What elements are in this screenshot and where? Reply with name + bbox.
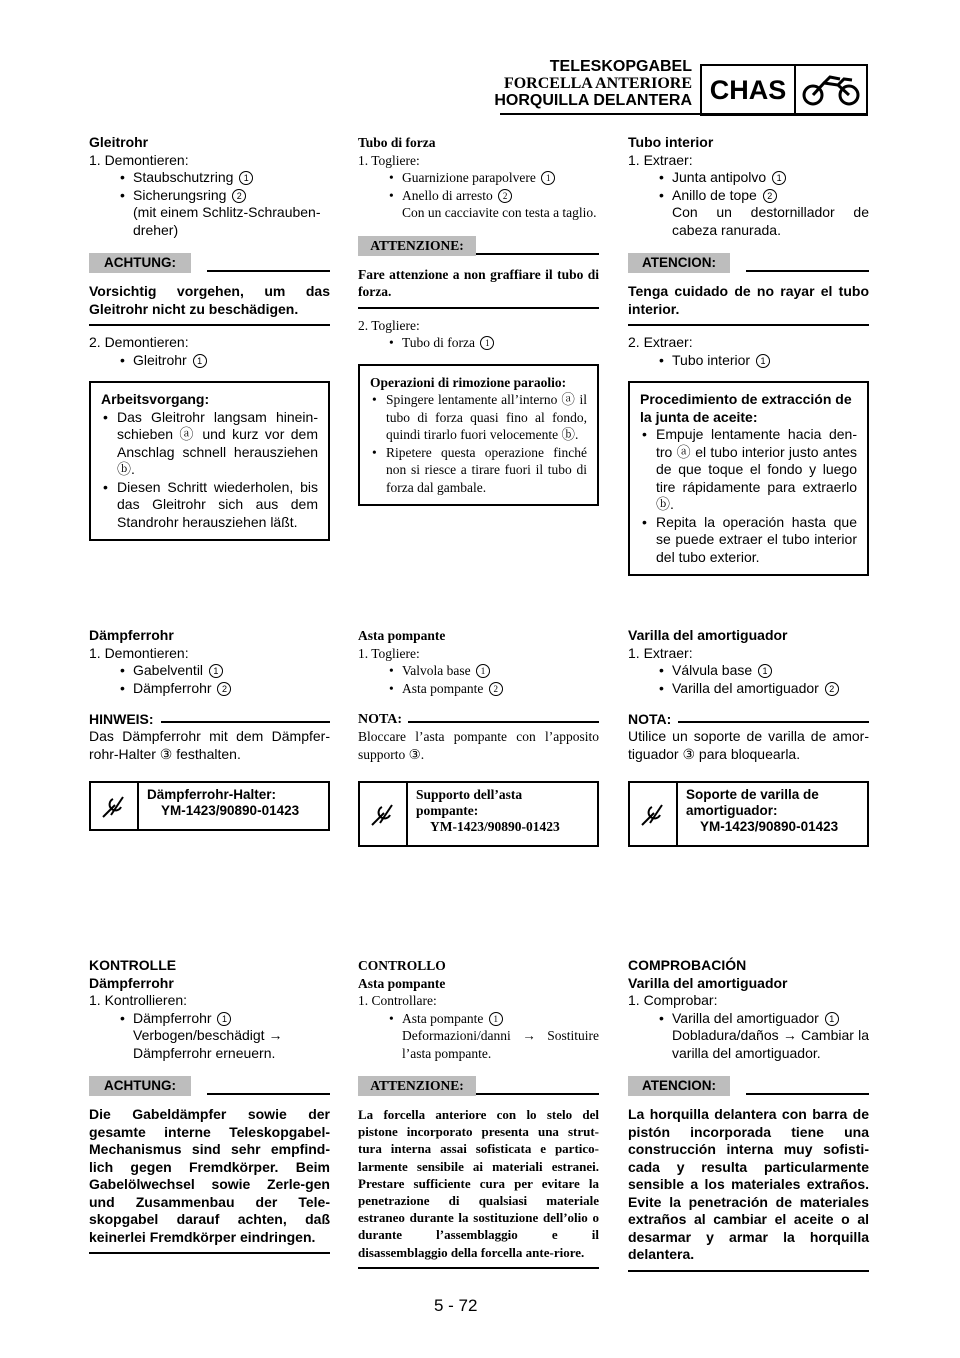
column-it-bottom [358, 957, 599, 1269]
step: 2. Togliere: [358, 317, 420, 333]
list-item: • Anello di arresto 2 [358, 187, 599, 205]
box-title: Procedimiento de extracción de la junta de aceite: [640, 391, 852, 425]
caution-label: ATTENZIONE: [358, 236, 599, 256]
wrench-icon [91, 783, 139, 829]
caution-label: ATENCION: [628, 253, 869, 273]
column-es-mid [628, 627, 869, 847]
box-item: • Diesen Schritt wiederholen, bis das Gleitrohr sich aus dem Standrohr herausziehen läßt. [101, 479, 318, 532]
note-label: NOTA: [358, 711, 599, 728]
list-item: • Gabelventil 1 [89, 662, 330, 680]
wrench-icon [360, 783, 408, 845]
section-subtitle: Varilla del amortiguador [628, 974, 788, 991]
list-item: • Staubschutzring 1 [89, 169, 330, 187]
column-es-bottom [628, 957, 869, 1272]
list-item-note: Con un destornillador de cabeza ranurada. [672, 204, 869, 238]
procedure-box [89, 381, 330, 541]
section-title: Tubo di forza [358, 135, 436, 150]
divider [358, 1267, 599, 1269]
caution-label: ACHTUNG: [89, 1076, 330, 1096]
divider [628, 1270, 869, 1272]
step: 1. Demontieren: [89, 644, 189, 661]
list-item-note: Con un cacciavite con testa a taglio. [402, 205, 597, 220]
box-item: • Ripetere questa operazione finché non si riesce a tirare fuori il tubo di forza dal gambale. [370, 444, 587, 497]
tool-label: Soporte de varilla de amortiguador: YM-1423/90890-01423 [686, 787, 839, 834]
step: 1. Comprobar: [628, 992, 718, 1008]
section-code: CHAS [702, 66, 796, 114]
note-label: HINWEIS: [89, 711, 330, 728]
list-item: • Tubo interior 1 [628, 352, 869, 370]
header-title-es: HORQUILLA DELANTERA [494, 92, 692, 109]
caution-label: ATENCION: [628, 1076, 869, 1096]
page-number: 5 - 72 [434, 1296, 478, 1315]
section-title: KONTROLLE [89, 957, 177, 973]
list-item: • Valvola base 1 [358, 662, 599, 680]
tool-label: Dämpferrohr-Halter: YM-1423/90890-01423 [147, 787, 300, 818]
list-item: • Varilla del amortiguador 1 [628, 1010, 869, 1028]
step: 2. Demontieren: [89, 334, 189, 350]
list-item: • Gleitrohr 1 [89, 352, 330, 370]
note-label: NOTA: [628, 711, 869, 728]
list-item-note: (mit einem Schlitz-Schrauben-dreher) [133, 204, 321, 238]
section-title: Dämpferrohr [89, 627, 174, 643]
list-item: • Asta pompante 1 [358, 1010, 599, 1028]
caution-label: ACHTUNG: [89, 253, 330, 273]
procedure-box [628, 381, 869, 576]
special-tool-box [358, 781, 599, 847]
list-item-note: Deformazioni/danni → Sostituire l’asta pompante. [402, 1028, 599, 1061]
motorcycle-icon [796, 66, 866, 114]
header-title-de: TELESKOPGABEL [549, 58, 692, 75]
list-item-note: Verbogen/beschädigt → Dämpferrohr erneuern. [133, 1027, 283, 1061]
caution-text: Vorsichtig vorgehen, um das Gleitrohr nicht zu beschädigen. [89, 283, 330, 317]
section-subtitle: Dämpferrohr [89, 974, 174, 991]
step: 2. Extraer: [628, 334, 693, 350]
step: 1. Togliere: [358, 645, 420, 661]
caution-text: La forcella anteriore con lo stelo del pistone incorporato presenta una strut-tura interna assai sofisticata e partico-larmente sensibile ai materiali estranei. Prestare sufficiente cura per evitare la penetrazione di qualsiasi materiale estraneo durante la sostituzione dell’olio o durante l’assemblaggio e il disassemblaggio della forcella ante-riore. [358, 1107, 599, 1260]
column-it-top [358, 134, 599, 506]
step: 1. Togliere: [358, 152, 420, 168]
list-item: • Válvula base 1 [628, 662, 869, 680]
column-es-top [628, 134, 869, 576]
list-item: • Varilla del amortiguador 2 [628, 680, 869, 698]
box-title: Arbeitsvorgang: [101, 391, 210, 407]
section-title: Varilla del amortiguador [628, 627, 788, 643]
box-item: • Empuje lentamente hacia den-tro ⓐ el tubo interior justo antes de que toque el fondo y luego tire rápidamente para extraerlo ⓑ. [640, 426, 857, 514]
step: 1. Controllare: [358, 993, 437, 1008]
list-item: • Sicherungsring 2 [89, 187, 330, 205]
list-item: • Dämpferrohr 1 [89, 1010, 330, 1028]
note-text: Bloccare l’asta pompante con l’apposito supporto ③. [358, 729, 599, 762]
box-title: Operazioni di rimozione paraolio: [370, 374, 567, 390]
caution-text: Tenga cuidado de no rayar el tubo interior. [628, 283, 869, 317]
box-item: • Spingere lentamente all’interno ⓐ il tubo di forza quasi fino al fondo, quindi tirarlo fuori velocemente ⓑ. [370, 391, 587, 444]
special-tool-box [89, 781, 330, 831]
section-title: COMPROBACIÓN [628, 957, 747, 973]
box-item: • Repita la operación hasta que se puede extraer el tubo interior del tubo exterior. [640, 514, 857, 567]
caution-text: Fare attenzione a non graffiare il tubo di forza. [358, 266, 599, 299]
divider [628, 324, 869, 326]
divider [89, 324, 330, 326]
tool-label: Supporto dell’asta pompante: YM-1423/90890-01423 [416, 787, 560, 834]
section-subtitle: Asta pompante [358, 975, 446, 991]
section-badge [700, 64, 868, 116]
caution-text: La horquilla delantera con barra de pistón incorporada tiene una construcción interna muy sofisti-cada y resulta particularmente sensible a los materiales extraños. Evite la penetración de materiales extraños al cambiar el aceite o al desarmar y armar la horquilla delantera. [628, 1106, 869, 1262]
step: 1. Demontieren: [89, 151, 189, 168]
special-tool-box [628, 781, 869, 847]
step: 1. Kontrollieren: [89, 992, 188, 1008]
list-item: • Guarnizione parapolvere 1 [358, 169, 599, 187]
column-de-bottom [89, 957, 330, 1254]
list-item: • Asta pompante 2 [358, 680, 599, 698]
procedure-box [358, 364, 599, 507]
divider [358, 307, 599, 309]
step: 1. Extraer: [628, 644, 693, 661]
column-de-mid [89, 627, 330, 831]
box-item: • Das Gleitrohr langsam hinein-schieben ⓐ und kurz vor dem Anschlag schnell herausziehen ⓑ. [101, 409, 318, 479]
list-item-note: Dobladura/daños → Cambiar la varilla del amortiguador. [672, 1027, 869, 1061]
section-title: CONTROLLO [358, 958, 446, 973]
section-title: Gleitrohr [89, 134, 149, 150]
caution-text: Die Gabeldämpfer sowie der gesamte interne Teleskopgabel-Mechanismus sind sehr empfind-lich gegen Fremdkörper. Beim Gabelölwechsel sowie Zerle-gen und Zusammenbau der Tele-skopgabel darauf achten, daß keinerlei Fremdkörper eindringen. [89, 1106, 330, 1245]
list-item: • Tubo di forza 1 [358, 334, 599, 352]
note-text: Utilice un soporte de varilla de amor-tiguador ③ para bloquearla. [628, 728, 869, 762]
page-header [494, 58, 692, 109]
column-it-mid [358, 627, 599, 847]
list-item: • Dämpferrohr 2 [89, 680, 330, 698]
section-title: Asta pompante [358, 628, 446, 643]
column-de-top [89, 134, 330, 541]
note-text: Das Dämpferrohr mit dem Dämpfer-rohr-Halter ③ festhalten. [89, 728, 330, 762]
list-item: • Junta antipolvo 1 [628, 169, 869, 187]
list-item: • Anillo de tope 2 [628, 187, 869, 205]
caution-label: ATTENZIONE: [358, 1076, 599, 1096]
divider [89, 1252, 330, 1254]
section-title: Tubo interior [628, 134, 714, 150]
wrench-icon [630, 783, 678, 845]
header-title-it: FORCELLA ANTERIORE [503, 75, 692, 92]
step: 1. Extraer: [628, 151, 693, 168]
